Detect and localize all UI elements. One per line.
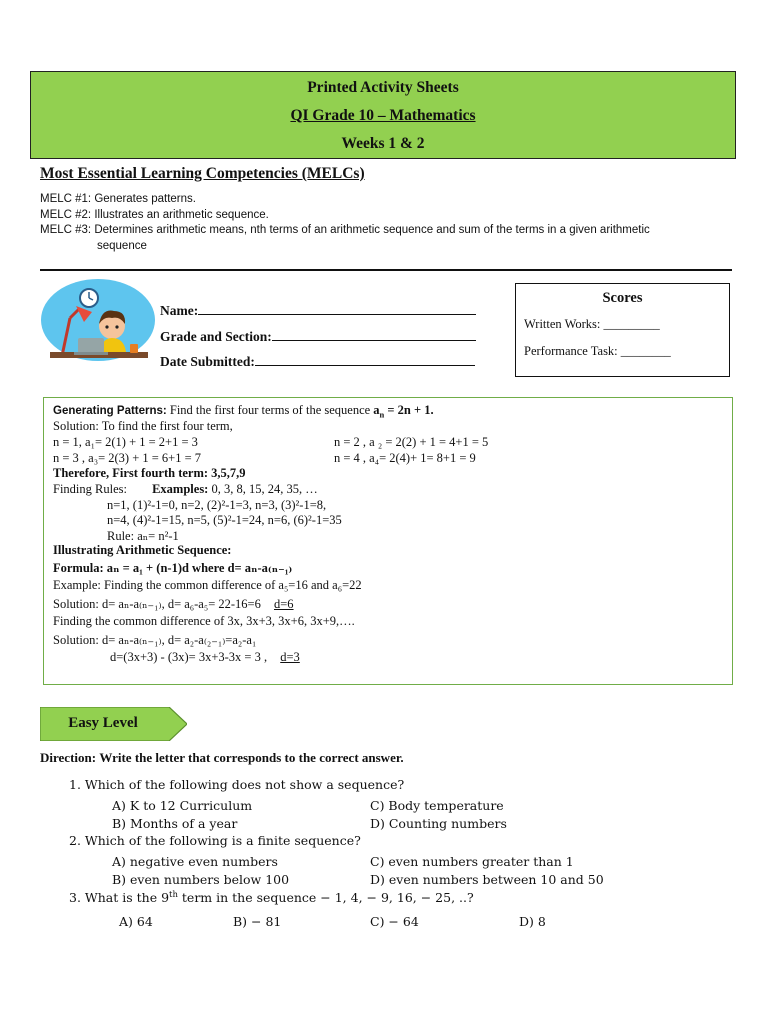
date-row	[160, 353, 475, 370]
scores-title: Scores	[602, 290, 643, 306]
grade-row	[160, 328, 476, 345]
direction-label: Direction:	[40, 750, 97, 765]
question-2: 2. Which of the following is a finite sequence?	[69, 833, 361, 848]
finding-2-line: Finding the common difference of 3x, 3x+3, 3x+6, 3x+9,….	[53, 614, 355, 628]
q1-option-d[interactable]: D) Counting numbers	[370, 816, 507, 831]
question-3-post: term in the sequence − 1, 4, − 9, 16, − 25, ..?	[177, 890, 474, 906]
solution-2-answer: d=6	[273, 597, 294, 611]
rules-row-1: n=1, (1)²-1=0, n=2, (2)²-1=3, n=3, (3)²-1=8,	[107, 498, 327, 512]
name-field[interactable]	[198, 302, 476, 315]
solution-line: Solution: To find the first four term,	[53, 419, 233, 433]
finding-rules-line	[53, 482, 318, 497]
solution-2-text: Solution: d= aₙ-a₍ₙ₋₁₎, d= a₆-a₅= 22-16=6	[53, 597, 261, 611]
q2-option-a[interactable]: A) negative even numbers	[112, 854, 278, 869]
grade-label: Grade and Section:	[160, 329, 272, 344]
term-row-2b: n = 4 , a₄= 2(4)+ 1= 8+1 = 9	[334, 451, 476, 465]
name-label: Name:	[160, 303, 199, 318]
question-3-sup: th	[169, 890, 178, 900]
solution-3b-line	[110, 650, 300, 665]
generating-patterns-formula: = 2n + 1.	[387, 403, 434, 417]
examples-label: Examples:	[152, 482, 209, 496]
finding-rules-label: Finding Rules:	[53, 482, 127, 496]
easy-level-label: Easy Level	[68, 715, 138, 731]
term-row-2a: n = 3 , a₃= 2(3) + 1 = 6+1 = 7	[53, 451, 202, 465]
scores-box	[515, 283, 730, 377]
solution-3-answer: d=3	[280, 650, 300, 664]
date-submitted-field[interactable]	[255, 353, 475, 366]
q3-option-c[interactable]: C) − 64	[370, 914, 419, 929]
melc-title: Most Essential Learning Competencies (MELCs)	[40, 165, 365, 182]
rule-line: Rule: aₙ= n²-1	[107, 529, 179, 543]
generating-patterns-line: Generating Patterns: Find the first four terms of the sequence $a_n = 2n + 1$.	[53, 403, 434, 420]
melc-item-1: MELC #1: Generates patterns.	[40, 193, 196, 205]
formula-line: Formula: aₙ = a₁ + (n-1)d where d= aₙ-a₍ₙ₋₁₎	[53, 561, 293, 575]
header-banner	[30, 71, 736, 159]
lesson-box	[43, 397, 733, 685]
question-3	[69, 890, 474, 905]
melc-item-2: MELC #2: Illustrates an arithmetic sequence.	[40, 208, 269, 221]
question-3-pre: 3. What is the 9	[69, 890, 170, 906]
header-subject: QI Grade 10 – Mathematics	[290, 107, 476, 124]
melc-item-3: MELC #3: Determines arithmetic means, nth terms of an arithmetic sequence and sum of the terms in a given arithmetic	[40, 224, 650, 236]
examples-sequence: 0, 3, 8, 15, 24, 35, …	[211, 482, 318, 496]
term-row-1a: n = 1, a₁= 2(1) + 1 = 2+1 = 3	[53, 435, 198, 449]
grade-section-field[interactable]	[272, 328, 476, 341]
performance-task: Performance Task: ________	[524, 344, 671, 358]
header-title: Printed Activity Sheets	[307, 79, 459, 96]
generating-patterns-label: Generating Patterns:	[53, 405, 167, 417]
q1-option-c[interactable]: C) Body temperature	[370, 798, 504, 813]
melc-list	[40, 192, 740, 254]
q2-option-d[interactable]: D) even numbers between 10 and 50	[370, 872, 604, 887]
name-row	[160, 302, 476, 319]
q1-option-a[interactable]: A) K to 12 Curriculum	[112, 798, 253, 813]
direction-line	[40, 750, 404, 766]
divider	[40, 269, 732, 271]
date-label: Date Submitted:	[160, 354, 255, 369]
header-weeks: Weeks 1 & 2	[341, 135, 425, 152]
q3-option-d[interactable]: D) 8	[519, 914, 546, 929]
rules-row-2: n=4, (4)²-1=15, n=5, (5)²-1=24, n=6, (6)²-1=35	[107, 513, 342, 527]
q3-option-b[interactable]: B) − 81	[233, 914, 282, 929]
written-works: Written Works: _________	[524, 317, 660, 331]
q2-option-c[interactable]: C) even numbers greater than 1	[370, 854, 574, 869]
melc-item-3-cont: sequence	[97, 239, 147, 252]
example-line: Example: Finding the common difference of a₅=16 and a₆=22	[53, 578, 362, 592]
q3-option-a[interactable]: A) 64	[119, 914, 153, 929]
term-row-1b: n = 2 , a ₂ = 2(2) + 1 = 4+1 = 5	[334, 435, 489, 449]
direction-text: Write the letter that corresponds to the correct answer.	[99, 750, 404, 765]
illustrating-heading: Illustrating Arithmetic Sequence:	[53, 543, 232, 557]
solution-2-line	[53, 596, 294, 612]
generating-patterns-text: Find the first four terms of the sequence	[169, 403, 371, 417]
student-laptop-illustration	[40, 278, 156, 362]
question-1: 1. Which of the following does not show a sequence?	[69, 777, 405, 792]
q1-option-b[interactable]: B) Months of a year	[112, 816, 238, 831]
therefore-line: Therefore, First fourth term: 3,5,7,9	[53, 466, 246, 480]
solution-3b-text: d=(3x+3) - (3x)= 3x+3-3x = 3 ,	[110, 650, 268, 664]
solution-3-line: Solution: d= aₙ-a₍ₙ₋₁₎, d= a₂-a₍₂₋₁₎=a₂-a₁	[53, 633, 257, 647]
q2-option-b[interactable]: B) even numbers below 100	[112, 872, 290, 887]
